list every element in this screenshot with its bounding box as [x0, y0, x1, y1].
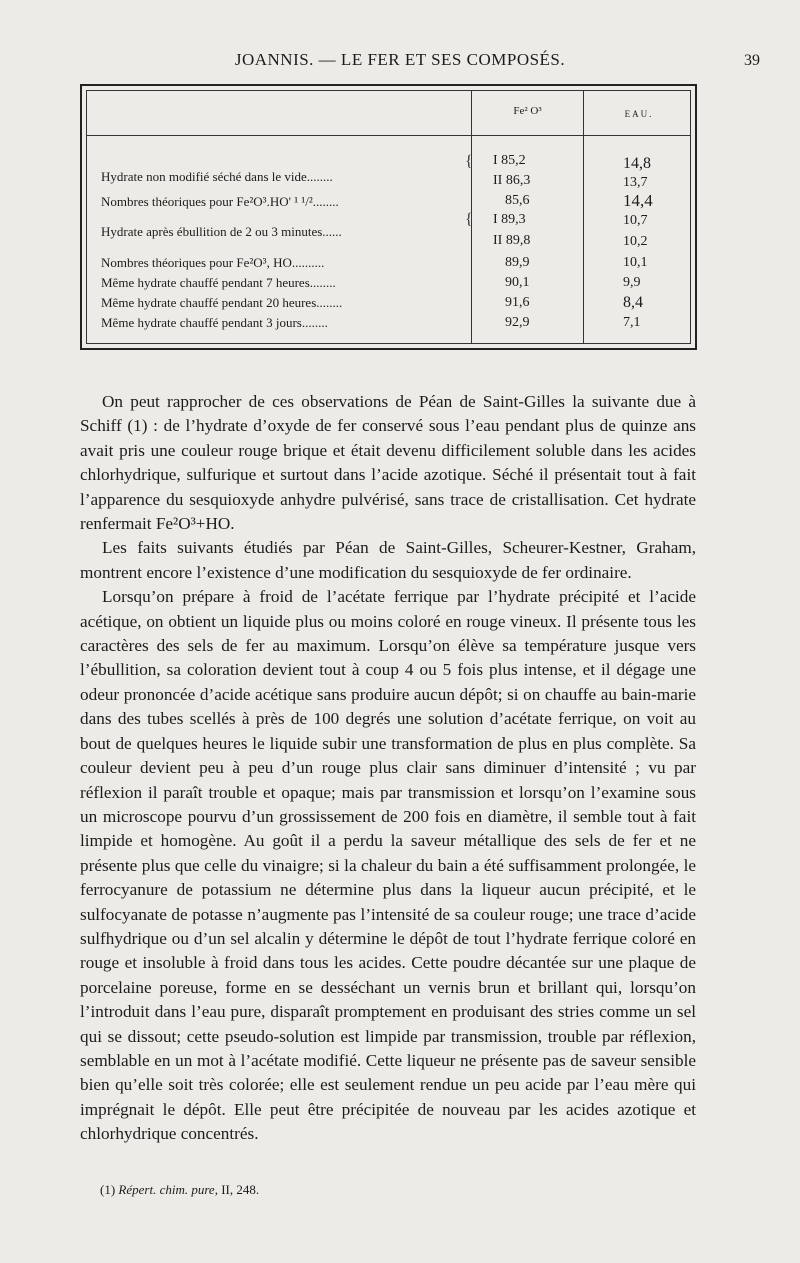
table-row-label: Nombres théoriques pour Fe²O³.HO' ¹ ¹/²........ [101, 194, 339, 209]
table-row-label: Même hydrate chauffé pendant 3 jours........ [101, 315, 328, 330]
table-cell-fe: 89,9 [505, 255, 530, 270]
table-row-label: Hydrate non modifié séché dans le vide........ [101, 169, 333, 184]
table-cell-fe: II 86,3 [493, 173, 531, 188]
table-cell-fe: II 89,8 [493, 233, 531, 248]
header-rule [87, 135, 690, 136]
running-header [0, 50, 800, 74]
table-row-label: Même hydrate chauffé pendant 7 heures........ [101, 275, 336, 290]
table-cell-fe: 92,9 [505, 315, 530, 330]
table-cell-fe: 85,6 [505, 193, 530, 208]
page-number: 39 [744, 52, 760, 69]
table-cell-eau: 14,8 [623, 155, 651, 172]
table-cell-fe: I 89,3 [493, 212, 526, 227]
column-header-eau: EAU. [624, 109, 654, 119]
footnote-number: (1) [100, 1182, 116, 1197]
paragraph: Les faits suivants étudiés par Péan de Saint-Gilles, Scheurer-Kestner, Graham, montrent encore l’existence d’une modification du sesquioxyde de fer ordinaire. [80, 538, 696, 582]
column-header-fe2o3: Fe² O³ [513, 105, 542, 117]
table-frame [86, 90, 691, 344]
table-row-label: Nombres théoriques pour Fe²O³, HO.......... [101, 255, 325, 270]
table-cell-eau: 10,7 [623, 213, 648, 228]
table-cell-eau: 8,4 [623, 294, 643, 311]
footnote-reference: Répert. chim. pure, [118, 1182, 218, 1197]
brace-icon: { [465, 211, 473, 228]
data-table [80, 84, 697, 350]
table-cell-fe: I 85,2 [493, 153, 526, 168]
table-cell-eau: 14,4 [623, 191, 653, 210]
brace-icon: { [465, 153, 473, 170]
table-cell-eau: 13,7 [623, 175, 648, 190]
table-row-label: Hydrate après ébullition de 2 ou 3 minutes...... [101, 224, 342, 239]
table-cell-eau: 7,1 [623, 315, 641, 330]
body-text [80, 390, 696, 1147]
table-cell-eau: 10,1 [623, 255, 648, 270]
paragraph: Lorsqu’on prépare à froid de l’acétate ferrique par l’hydrate précipité et l’acide acétique, on obtient un liquide plus ou moins coloré en rouge vineux. Il présente tous les caractères des sels de fer au maximum. Lorsqu’on élève sa température jusque vers l’ébullition, sa coloration devient tout à coup 4 ou 5 fois plus intense, et il dégage une odeur prononcée d’acide acétique sans produire aucun dépôt; si on chauffe au bain-marie dans des tubes scellés à près de 100 degrés une solution d’acétate ferrique, on voit au bout de quelques heures le liquide subir une transformation de plus en plus complète. Sa couleur devient peu à peu d’un rouge plus clair sans diminuer d’intensité ; vu par réflexion il paraît trouble et opaque; mais par transmission et lorsqu’on l’examine sous un microscope pourvu d’un grossissement de 200 fois en diamètre, il semble tout à fait limpide et homogène. Au goût il a perdu la saveur métallique des sels de fer et ne présente plus que celle du vinaigre; si la chaleur du bain a été suffisamment prolongée, le ferrocyanure de potassium ne détermine plus dans la liqueur aucun précipité, et le sulfocyanate de potasse n’augmente pas l’intensité de sa couleur rouge; une trace d’acide sulfhydrique ou d’un sel alcalin y détermine le dépôt de tout l’hydrate ferrique coloré en rouge et insoluble à froid dans tous les acides. Cette poudre décantée sur une plaque de porcelaine poreuse, forme en se desséchant un vernis brun et brillant qui, lorsqu’on l’introduit dans l’eau pure, disparaît promptement en produisant des stries comme un sel qui se dissout; cette pseudo-solution est limpide par transmission, trouble par réflexion, semblable en un mot à l’acétate modifié. Cette liqueur ne présente pas de saveur sensible bien qu’elle soit très colorée; elle est seulement rendue un peu acide par l’eau mère qui imprégnait le dépôt. Elle peut être précipitée de nouveau par les acides azotique et chlorhydrique concentrés. [80, 587, 696, 1144]
running-title: JOANNIS. — LE FER ET SES COMPOSÉS. [234, 50, 566, 69]
column-divider [583, 91, 584, 343]
table-cell-eau: 10,2 [623, 234, 648, 249]
table-cell-fe: 91,6 [505, 295, 530, 310]
footnote-details: II, 248. [221, 1182, 260, 1197]
paragraph: On peut rapprocher de ces observations de Péan de Saint-Gilles la suivante due à Schiff (1) : de l’hydrate d’oxyde de fer conservé sous l’eau pendant plus de quinze ans avait pris une couleur rouge brique et était devenu difficilement soluble dans les acides chlorhydrique, sulfurique et surtout dans l’acide azotique. Séché il présentait tout à fait l’apparence du sesquioxyde anhydre pulvérisé, sans trace de cristallisation. Cet hydrate renfermait Fe²O³+HO. [80, 392, 696, 534]
table-row-label: Même hydrate chauffé pendant 20 heures........ [101, 295, 343, 310]
table-cell-eau: 9,9 [623, 275, 641, 290]
table-cell-fe: 90,1 [505, 275, 530, 290]
footnote [100, 1182, 259, 1198]
